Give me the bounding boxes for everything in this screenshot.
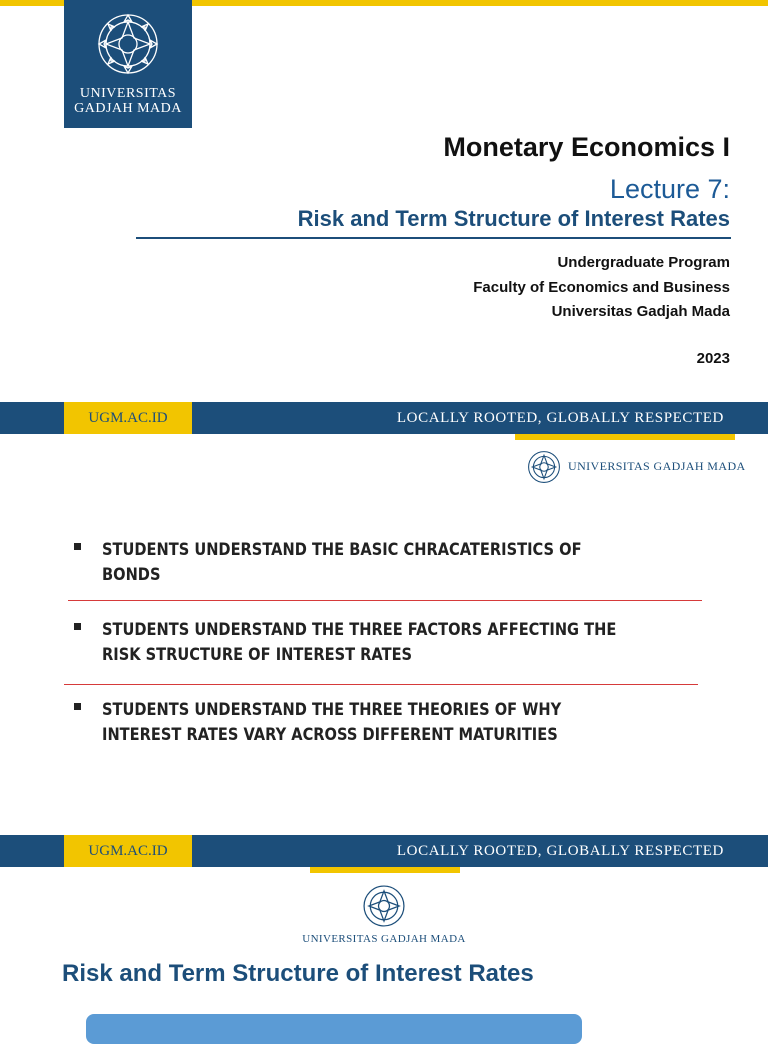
year-text: 2023 (696, 350, 730, 367)
objective-line: STUDENTS UNDERSTAND THE THREE FACTORS AFFECTING THE (102, 620, 617, 640)
footer-url: UGM.AC.ID (64, 402, 192, 434)
center-logo-text: UNIVERSITAS GADJAH MADA (302, 933, 466, 945)
objective-line: RISK STRUCTURE OF INTEREST RATES (102, 645, 413, 665)
slide-title: Risk and Term Structure of Interest Rates (62, 960, 534, 987)
program-text: Undergraduate Program (557, 254, 730, 271)
header-logo-text: UNIVERSITAS GADJAH MADA (568, 459, 746, 473)
content-box (86, 1014, 582, 1044)
lecture-number: Lecture 7: (609, 174, 730, 204)
university-logo (64, 0, 192, 128)
objective-line: STUDENTS UNDERSTAND THE THREE THEORIES OF WHY (102, 700, 562, 720)
ugm-seal-icon (96, 12, 160, 76)
lecture-title: Risk and Term Structure of Interest Rates (297, 206, 730, 231)
bullet-icon (74, 623, 81, 630)
footer-motto: LOCALLY ROOTED, GLOBALLY RESPECTED (396, 410, 724, 426)
logo-line-1: UNIVERSITAS (79, 86, 177, 101)
objective-item (74, 538, 714, 588)
course-title: Monetary Economics I (443, 132, 730, 162)
bullet-icon (74, 703, 81, 710)
footer-accent-bar (515, 434, 735, 440)
objective-item (74, 698, 714, 748)
objective-divider (64, 684, 698, 685)
objective-line: BONDS (102, 565, 161, 585)
objective-divider (68, 600, 702, 601)
bullet-icon (74, 543, 81, 550)
footer-motto: LOCALLY ROOTED, GLOBALLY RESPECTED (396, 843, 724, 859)
footer-url: UGM.AC.ID (64, 835, 192, 867)
logo-line-2: GADJAH MADA (74, 101, 182, 116)
objective-line: STUDENTS UNDERSTAND THE BASIC CHRACATERISTICS OF (102, 540, 582, 560)
ugm-seal-icon (527, 450, 561, 484)
objective-item (74, 618, 714, 668)
ugm-seal-icon (362, 884, 406, 928)
university-text: Universitas Gadjah Mada (551, 303, 730, 320)
title-divider (136, 237, 731, 239)
objective-line: INTEREST RATES VARY ACROSS DIFFERENT MATURITIES (102, 725, 558, 745)
faculty-text: Faculty of Economics and Business (473, 279, 730, 296)
footer-accent-bar (310, 867, 460, 873)
